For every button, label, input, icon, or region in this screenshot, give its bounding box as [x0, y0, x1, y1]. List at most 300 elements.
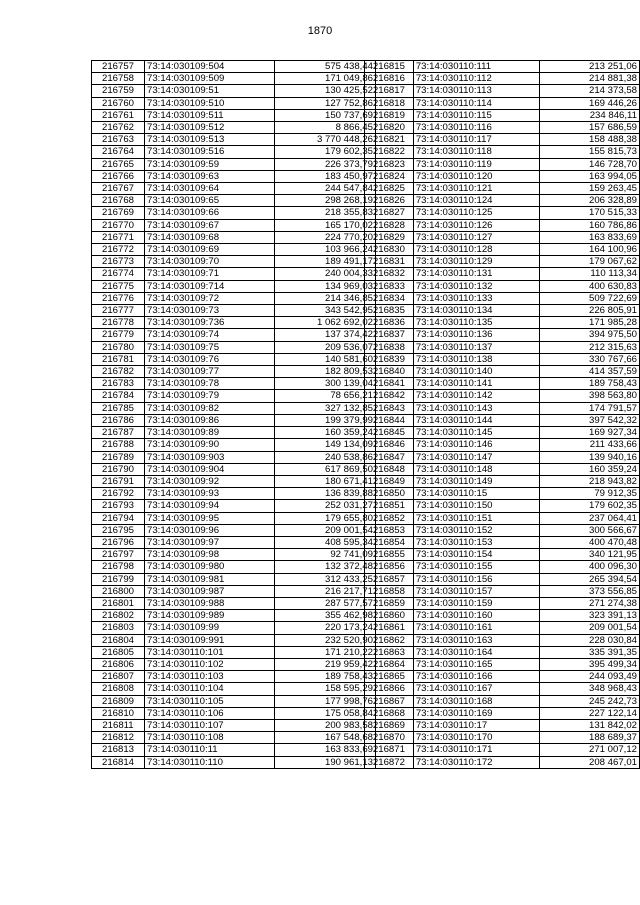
row-number-cell: 216868 — [365, 707, 414, 719]
row-number-cell: 216779 — [92, 329, 145, 341]
table-row — [92, 475, 376, 487]
cadastral-number-cell: 73:14:030110:125 — [413, 207, 540, 219]
table-row — [92, 500, 376, 512]
cadastral-value-cell: 232 520,90 — [275, 634, 376, 646]
cadastral-value-cell: 78 656,21 — [275, 390, 376, 402]
page-number: 1870 — [307, 25, 333, 37]
cadastral-value-cell: 134 969,03 — [275, 280, 376, 292]
cadastral-value-cell: 224 770,20 — [275, 231, 376, 243]
row-number-cell: 216821 — [365, 134, 414, 146]
cadastral-number-cell: 73:14:030109:74 — [145, 329, 275, 341]
row-number-cell: 216852 — [365, 512, 414, 524]
cadastral-number-cell: 73:14:030110:120 — [413, 170, 540, 182]
cadastral-value-cell: 165 170,02 — [275, 219, 376, 231]
table-row — [365, 61, 640, 73]
cadastral-number-cell: 73:14:030110:107 — [145, 719, 275, 731]
row-number-cell: 216833 — [365, 280, 414, 292]
cadastral-value-cell: 189 491,17 — [275, 256, 376, 268]
row-number-cell: 216822 — [365, 146, 414, 158]
cadastral-value-cell: 127 752,86 — [275, 97, 376, 109]
table-row — [365, 524, 640, 536]
cadastral-number-cell: 73:14:030110:146 — [413, 439, 540, 451]
table-row — [92, 97, 376, 109]
table-row — [92, 646, 376, 658]
table-row — [365, 756, 640, 768]
row-number-cell: 216845 — [365, 427, 414, 439]
table-row — [365, 549, 640, 561]
row-number-cell: 216807 — [92, 671, 145, 683]
cadastral-value-cell: 287 577,57 — [275, 597, 376, 609]
table-row — [92, 158, 376, 170]
row-number-cell: 216773 — [92, 256, 145, 268]
row-number-cell: 216847 — [365, 451, 414, 463]
row-number-cell: 216858 — [365, 585, 414, 597]
row-number-cell: 216769 — [92, 207, 145, 219]
row-number-cell: 216770 — [92, 219, 145, 231]
cadastral-value-cell: 79 912,35 — [540, 488, 640, 500]
table-row — [365, 170, 640, 182]
row-number-cell: 216758 — [92, 73, 145, 85]
cadastral-value-cell: 177 998,76 — [275, 695, 376, 707]
row-number-cell: 216800 — [92, 585, 145, 597]
table-row — [365, 378, 640, 390]
cadastral-number-cell: 73:14:030110:138 — [413, 353, 540, 365]
table-row — [365, 561, 640, 573]
cadastral-value-cell: 188 689,37 — [540, 732, 640, 744]
cadastral-number-cell: 73:14:030110:133 — [413, 292, 540, 304]
cadastral-number-cell: 73:14:030110:171 — [413, 744, 540, 756]
table-row — [92, 671, 376, 683]
cadastral-value-cell: 400 096,30 — [540, 561, 640, 573]
row-number-cell: 216839 — [365, 353, 414, 365]
row-number-cell: 216763 — [92, 134, 145, 146]
cadastral-number-cell: 73:14:030110:149 — [413, 475, 540, 487]
row-number-cell: 216860 — [365, 610, 414, 622]
right-table — [364, 60, 640, 769]
table-row — [92, 719, 376, 731]
cadastral-number-cell: 73:14:030109:504 — [145, 61, 275, 73]
row-number-cell: 216762 — [92, 122, 145, 134]
table-row — [365, 439, 640, 451]
row-number-cell: 216797 — [92, 549, 145, 561]
cadastral-value-cell: 163 833,69 — [540, 231, 640, 243]
cadastral-value-cell: 398 563,80 — [540, 390, 640, 402]
table-row — [365, 744, 640, 756]
cadastral-number-cell: 73:14:030109:904 — [145, 463, 275, 475]
table-row — [365, 97, 640, 109]
table-row — [92, 109, 376, 121]
table-row — [92, 329, 376, 341]
table-row — [92, 390, 376, 402]
row-number-cell: 216814 — [92, 756, 145, 768]
cadastral-value-cell: 92 741,09 — [275, 549, 376, 561]
row-number-cell: 216850 — [365, 488, 414, 500]
cadastral-number-cell: 73:14:030109:98 — [145, 549, 275, 561]
row-number-cell: 216826 — [365, 195, 414, 207]
table-row — [365, 122, 640, 134]
cadastral-value-cell: 171 985,28 — [540, 317, 640, 329]
cadastral-number-cell: 73:14:030109:736 — [145, 317, 275, 329]
cadastral-value-cell: 158 488,38 — [540, 134, 640, 146]
row-number-cell: 216790 — [92, 463, 145, 475]
table-row — [92, 195, 376, 207]
cadastral-number-cell: 73:14:030110:106 — [145, 707, 275, 719]
row-number-cell: 216783 — [92, 378, 145, 390]
table-row — [365, 183, 640, 195]
cadastral-number-cell: 73:14:030110:115 — [413, 109, 540, 121]
cadastral-value-cell: 234 846,11 — [540, 109, 640, 121]
table-row — [365, 231, 640, 243]
cadastral-number-cell: 73:14:030110:163 — [413, 634, 540, 646]
cadastral-value-cell: 214 881,38 — [540, 73, 640, 85]
cadastral-value-cell: 575 438,44 — [275, 61, 376, 73]
table-row — [92, 744, 376, 756]
row-number-cell: 216862 — [365, 634, 414, 646]
table-row — [365, 683, 640, 695]
cadastral-number-cell: 73:14:030110:168 — [413, 695, 540, 707]
cadastral-value-cell: 212 315,63 — [540, 341, 640, 353]
cadastral-number-cell: 73:14:030109:95 — [145, 512, 275, 524]
cadastral-value-cell: 174 791,57 — [540, 402, 640, 414]
table-row — [92, 353, 376, 365]
cadastral-value-cell: 146 728,70 — [540, 158, 640, 170]
table-row — [365, 146, 640, 158]
table-row — [92, 622, 376, 634]
table-row — [92, 256, 376, 268]
table-row — [92, 219, 376, 231]
row-number-cell: 216778 — [92, 317, 145, 329]
cadastral-number-cell: 73:14:030110:111 — [413, 61, 540, 73]
row-number-cell: 216843 — [365, 402, 414, 414]
table-row — [92, 280, 376, 292]
cadastral-number-cell: 73:14:030109:51 — [145, 85, 275, 97]
cadastral-value-cell: 355 462,98 — [275, 610, 376, 622]
cadastral-number-cell: 73:14:030109:988 — [145, 597, 275, 609]
row-number-cell: 216796 — [92, 536, 145, 548]
row-number-cell: 216784 — [92, 390, 145, 402]
cadastral-value-cell: 169 927,34 — [540, 427, 640, 439]
cadastral-number-cell: 73:14:030110:150 — [413, 500, 540, 512]
row-number-cell: 216804 — [92, 634, 145, 646]
row-number-cell: 216838 — [365, 341, 414, 353]
cadastral-value-cell: 330 767,66 — [540, 353, 640, 365]
table-row — [365, 158, 640, 170]
cadastral-number-cell: 73:14:030109:92 — [145, 475, 275, 487]
table-row — [365, 317, 640, 329]
table-row — [92, 756, 376, 768]
row-number-cell: 216851 — [365, 500, 414, 512]
cadastral-number-cell: 73:14:030110:129 — [413, 256, 540, 268]
table-row — [365, 512, 640, 524]
cadastral-value-cell: 199 379,99 — [275, 414, 376, 426]
cadastral-number-cell: 73:14:030109:69 — [145, 244, 275, 256]
table-row — [92, 732, 376, 744]
table-row — [365, 475, 640, 487]
cadastral-value-cell: 414 357,59 — [540, 366, 640, 378]
cadastral-number-cell: 73:14:030110:152 — [413, 524, 540, 536]
cadastral-number-cell: 73:14:030110:127 — [413, 231, 540, 243]
cadastral-value-cell: 209 001,54 — [275, 524, 376, 536]
row-number-cell: 216828 — [365, 219, 414, 231]
cadastral-number-cell: 73:14:030109:511 — [145, 109, 275, 121]
table-row — [92, 524, 376, 536]
cadastral-number-cell: 73:14:030109:79 — [145, 390, 275, 402]
cadastral-number-cell: 73:14:030109:77 — [145, 366, 275, 378]
cadastral-number-cell: 73:14:030110:142 — [413, 390, 540, 402]
cadastral-value-cell: 220 173,24 — [275, 622, 376, 634]
row-number-cell: 216813 — [92, 744, 145, 756]
cadastral-number-cell: 73:14:030110:166 — [413, 671, 540, 683]
cadastral-value-cell: 189 758,43 — [275, 671, 376, 683]
cadastral-number-cell: 73:14:030109:93 — [145, 488, 275, 500]
cadastral-value-cell: 216 217,71 — [275, 585, 376, 597]
cadastral-number-cell: 73:14:030110:135 — [413, 317, 540, 329]
cadastral-number-cell: 73:14:030110:110 — [145, 756, 275, 768]
row-number-cell: 216761 — [92, 109, 145, 121]
row-number-cell: 216871 — [365, 744, 414, 756]
row-number-cell: 216830 — [365, 244, 414, 256]
cadastral-value-cell: 214 373,58 — [540, 85, 640, 97]
cadastral-value-cell: 211 433,66 — [540, 439, 640, 451]
table-row — [365, 427, 640, 439]
cadastral-value-cell: 175 058,84 — [275, 707, 376, 719]
row-number-cell: 216859 — [365, 597, 414, 609]
cadastral-number-cell: 73:14:030109:72 — [145, 292, 275, 304]
cadastral-number-cell: 73:14:030109:516 — [145, 146, 275, 158]
cadastral-value-cell: 244 547,84 — [275, 183, 376, 195]
table-row — [92, 585, 376, 597]
cadastral-number-cell: 73:14:030110:160 — [413, 610, 540, 622]
cadastral-value-cell: 240 004,33 — [275, 268, 376, 280]
cadastral-value-cell: 213 251,06 — [540, 61, 640, 73]
cadastral-number-cell: 73:14:030109:981 — [145, 573, 275, 585]
table-row — [365, 390, 640, 402]
left-table-body — [92, 61, 376, 769]
row-number-cell: 216787 — [92, 427, 145, 439]
cadastral-number-cell: 73:14:030110:155 — [413, 561, 540, 573]
row-number-cell: 216765 — [92, 158, 145, 170]
cadastral-value-cell: 298 268,19 — [275, 195, 376, 207]
cadastral-number-cell: 73:14:030110:145 — [413, 427, 540, 439]
table-row — [92, 134, 376, 146]
table-row — [365, 353, 640, 365]
cadastral-value-cell: 209 001,54 — [540, 622, 640, 634]
cadastral-value-cell: 130 425,52 — [275, 85, 376, 97]
cadastral-number-cell: 73:14:030109:86 — [145, 414, 275, 426]
cadastral-number-cell: 73:14:030109:78 — [145, 378, 275, 390]
cadastral-number-cell: 73:14:030110:153 — [413, 536, 540, 548]
row-number-cell: 216767 — [92, 183, 145, 195]
row-number-cell: 216854 — [365, 536, 414, 548]
cadastral-value-cell: 8 866,45 — [275, 122, 376, 134]
table-row — [92, 488, 376, 500]
cadastral-value-cell: 158 595,29 — [275, 683, 376, 695]
table-row — [92, 231, 376, 243]
cadastral-value-cell: 397 542,32 — [540, 414, 640, 426]
cadastral-number-cell: 73:14:030110:154 — [413, 549, 540, 561]
row-number-cell: 216816 — [365, 73, 414, 85]
row-number-cell: 216776 — [92, 292, 145, 304]
row-number-cell: 216809 — [92, 695, 145, 707]
cadastral-number-cell: 73:14:030109:991 — [145, 634, 275, 646]
row-number-cell: 216849 — [365, 475, 414, 487]
cadastral-value-cell: 150 737,69 — [275, 109, 376, 121]
cadastral-number-cell: 73:14:030109:63 — [145, 170, 275, 182]
cadastral-number-cell: 73:14:030109:99 — [145, 622, 275, 634]
row-number-cell: 216794 — [92, 512, 145, 524]
row-number-cell: 216811 — [92, 719, 145, 731]
row-number-cell: 216798 — [92, 561, 145, 573]
row-number-cell: 216872 — [365, 756, 414, 768]
cadastral-number-cell: 73:14:030109:512 — [145, 122, 275, 134]
row-number-cell: 216844 — [365, 414, 414, 426]
cadastral-value-cell: 395 499,34 — [540, 658, 640, 670]
row-number-cell: 216841 — [365, 378, 414, 390]
table-row — [365, 207, 640, 219]
cadastral-number-cell: 73:14:030110:136 — [413, 329, 540, 341]
table-row — [92, 183, 376, 195]
table-row — [365, 280, 640, 292]
table-row — [92, 610, 376, 622]
table-row — [92, 305, 376, 317]
row-number-cell: 216817 — [365, 85, 414, 97]
table-row — [92, 341, 376, 353]
table-row — [365, 402, 640, 414]
row-number-cell: 216805 — [92, 646, 145, 658]
cadastral-number-cell: 73:14:030109:67 — [145, 219, 275, 231]
cadastral-number-cell: 73:14:030110:132 — [413, 280, 540, 292]
cadastral-value-cell: 200 983,58 — [275, 719, 376, 731]
cadastral-value-cell: 617 869,50 — [275, 463, 376, 475]
cadastral-value-cell: 132 372,48 — [275, 561, 376, 573]
cadastral-value-cell: 218 943,82 — [540, 475, 640, 487]
cadastral-number-cell: 73:14:030109:65 — [145, 195, 275, 207]
cadastral-value-cell: 183 450,97 — [275, 170, 376, 182]
row-number-cell: 216792 — [92, 488, 145, 500]
cadastral-value-cell: 163 994,05 — [540, 170, 640, 182]
cadastral-number-cell: 73:14:030110:101 — [145, 646, 275, 658]
cadastral-number-cell: 73:14:030110:165 — [413, 658, 540, 670]
cadastral-value-cell: 206 328,89 — [540, 195, 640, 207]
cadastral-value-cell: 400 630,83 — [540, 280, 640, 292]
cadastral-number-cell: 73:14:030110:108 — [145, 732, 275, 744]
cadastral-value-cell: 103 966,24 — [275, 244, 376, 256]
cadastral-value-cell: 179 602,35 — [275, 146, 376, 158]
table-row — [365, 451, 640, 463]
cadastral-value-cell: 180 671,41 — [275, 475, 376, 487]
cadastral-number-cell: 73:14:030110:117 — [413, 134, 540, 146]
table-row — [365, 622, 640, 634]
cadastral-value-cell: 167 548,68 — [275, 732, 376, 744]
row-number-cell: 216824 — [365, 170, 414, 182]
table-row — [92, 549, 376, 561]
cadastral-number-cell: 73:14:030109:714 — [145, 280, 275, 292]
cadastral-value-cell: 159 263,45 — [540, 183, 640, 195]
row-number-cell: 216801 — [92, 597, 145, 609]
cadastral-value-cell: 163 833,69 — [275, 744, 376, 756]
cadastral-number-cell: 73:14:030109:903 — [145, 451, 275, 463]
cadastral-value-cell: 340 121,95 — [540, 549, 640, 561]
row-number-cell: 216774 — [92, 268, 145, 280]
cadastral-value-cell: 189 758,43 — [540, 378, 640, 390]
cadastral-value-cell: 228 030,84 — [540, 634, 640, 646]
cadastral-number-cell: 73:14:030110:134 — [413, 305, 540, 317]
table-row — [92, 439, 376, 451]
cadastral-value-cell: 237 064,41 — [540, 512, 640, 524]
cadastral-value-cell: 149 134,09 — [275, 439, 376, 451]
table-row — [92, 378, 376, 390]
cadastral-number-cell: 73:14:030109:73 — [145, 305, 275, 317]
cadastral-number-cell: 73:14:030109:75 — [145, 341, 275, 353]
cadastral-number-cell: 73:14:030110:170 — [413, 732, 540, 744]
cadastral-value-cell: 171 049,86 — [275, 73, 376, 85]
row-number-cell: 216803 — [92, 622, 145, 634]
table-row — [92, 292, 376, 304]
cadastral-number-cell: 73:14:030109:76 — [145, 353, 275, 365]
table-row — [92, 366, 376, 378]
row-number-cell: 216866 — [365, 683, 414, 695]
cadastral-number-cell: 73:14:030110:102 — [145, 658, 275, 670]
table-row — [365, 73, 640, 85]
cadastral-value-cell: 271 274,38 — [540, 597, 640, 609]
row-number-cell: 216853 — [365, 524, 414, 536]
cadastral-number-cell: 73:14:030110:103 — [145, 671, 275, 683]
table-row — [92, 427, 376, 439]
table-row — [92, 207, 376, 219]
cadastral-number-cell: 73:14:030109:509 — [145, 73, 275, 85]
cadastral-number-cell: 73:14:030110:104 — [145, 683, 275, 695]
row-number-cell: 216768 — [92, 195, 145, 207]
cadastral-number-cell: 73:14:030110:167 — [413, 683, 540, 695]
cadastral-value-cell: 164 100,96 — [540, 244, 640, 256]
cadastral-value-cell: 157 686,59 — [540, 122, 640, 134]
row-number-cell: 216789 — [92, 451, 145, 463]
cadastral-number-cell: 73:14:030110:143 — [413, 402, 540, 414]
table-row — [92, 73, 376, 85]
cadastral-number-cell: 73:14:030109:59 — [145, 158, 275, 170]
cadastral-value-cell: 265 394,54 — [540, 573, 640, 585]
table-row — [365, 195, 640, 207]
row-number-cell: 216840 — [365, 366, 414, 378]
cadastral-number-cell: 73:14:030110:140 — [413, 366, 540, 378]
row-number-cell: 216863 — [365, 646, 414, 658]
row-number-cell: 216802 — [92, 610, 145, 622]
row-number-cell: 216766 — [92, 170, 145, 182]
row-number-cell: 216834 — [365, 292, 414, 304]
row-number-cell: 216848 — [365, 463, 414, 475]
cadastral-value-cell: 335 391,35 — [540, 646, 640, 658]
table-row — [92, 536, 376, 548]
table-row — [365, 109, 640, 121]
cadastral-value-cell: 323 391,13 — [540, 610, 640, 622]
row-number-cell: 216829 — [365, 231, 414, 243]
table-row — [92, 85, 376, 97]
cadastral-number-cell: 73:14:030110:11 — [145, 744, 275, 756]
cadastral-value-cell: 219 959,42 — [275, 658, 376, 670]
table-row — [365, 341, 640, 353]
cadastral-number-cell: 73:14:030109:82 — [145, 402, 275, 414]
table-row — [365, 597, 640, 609]
table-row — [92, 707, 376, 719]
cadastral-number-cell: 73:14:030110:156 — [413, 573, 540, 585]
table-row — [92, 170, 376, 182]
cadastral-value-cell: 300 139,04 — [275, 378, 376, 390]
cadastral-value-cell: 394 975,50 — [540, 329, 640, 341]
row-number-cell: 216782 — [92, 366, 145, 378]
table-row — [92, 634, 376, 646]
cadastral-value-cell: 179 602,35 — [540, 500, 640, 512]
row-number-cell: 216760 — [92, 97, 145, 109]
